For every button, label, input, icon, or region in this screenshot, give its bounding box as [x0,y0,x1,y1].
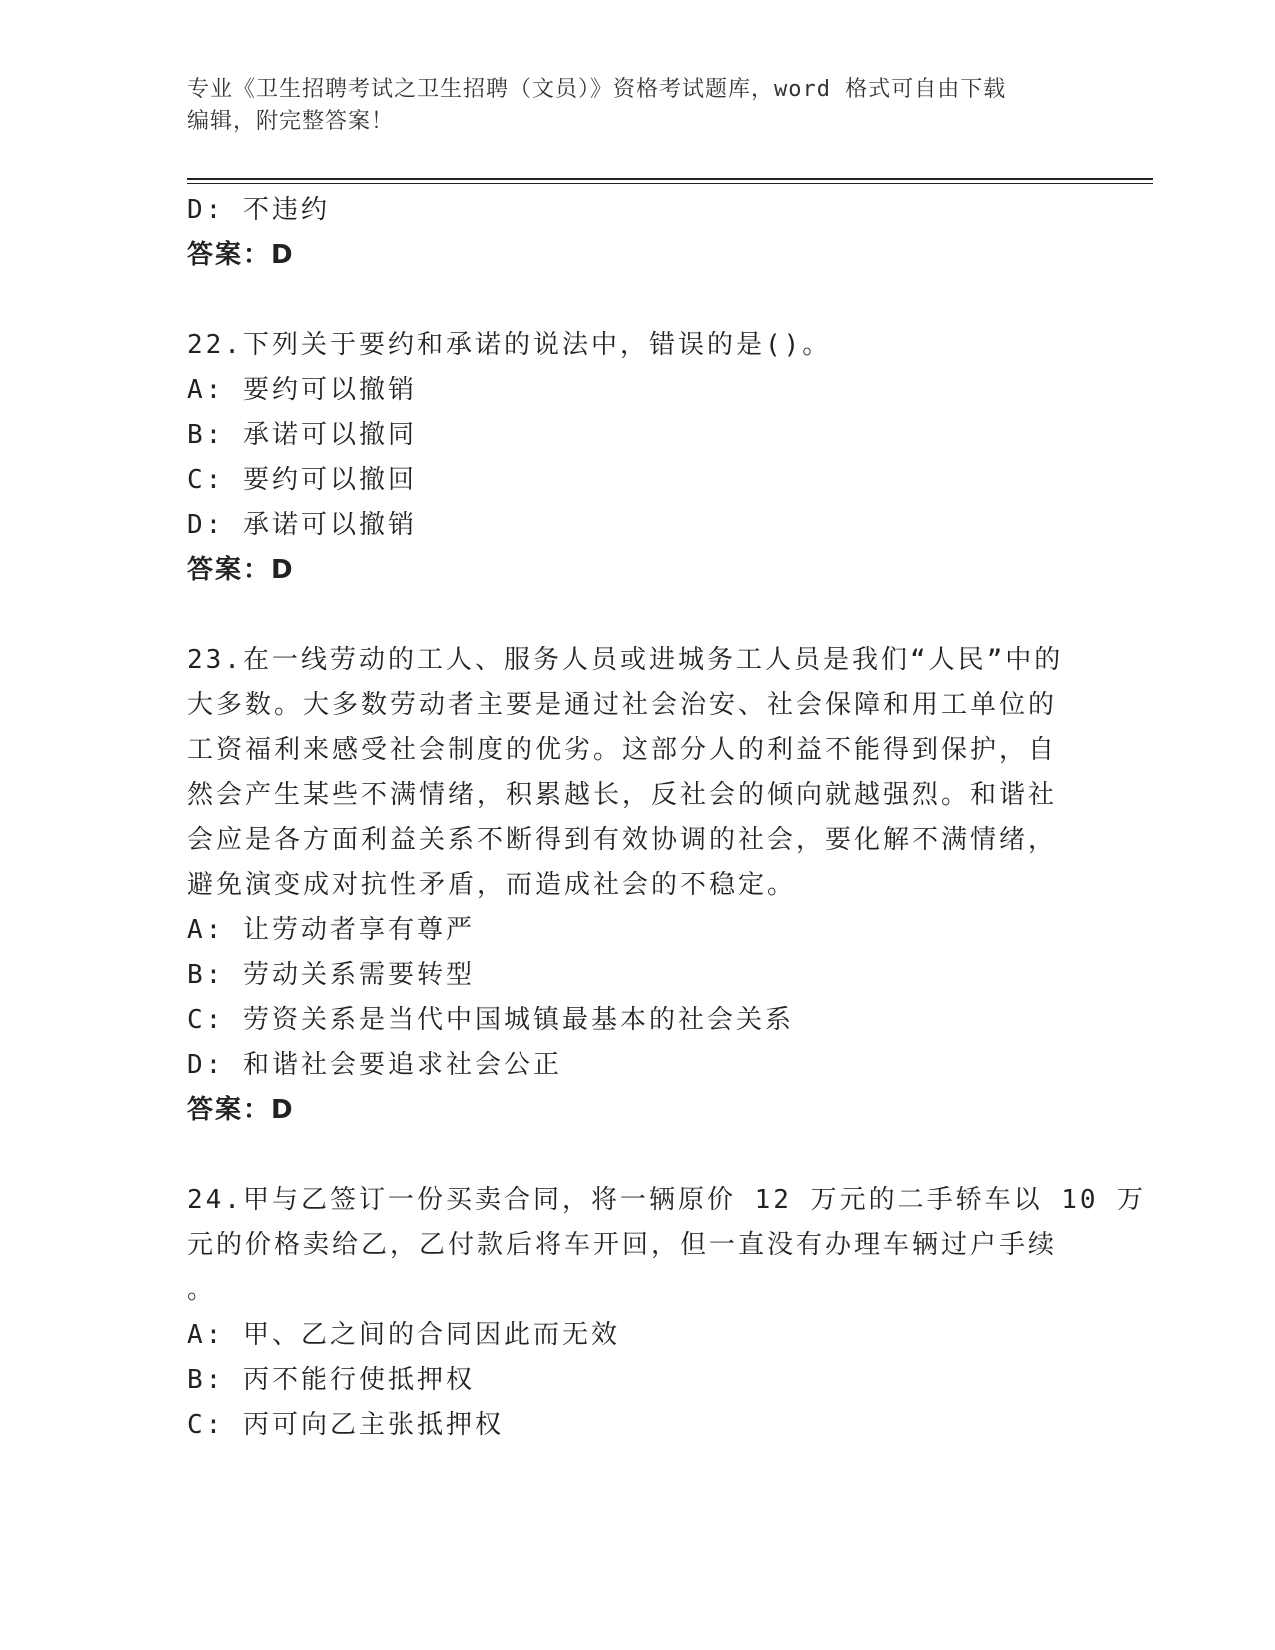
spacer [187,593,1087,638]
header-line-2: 编辑，附完整答案！ [187,109,395,134]
answer: 答案：D [187,555,295,585]
question-stem-line: 元的价格卖给乙，乙付款后将车开回，但一直没有办理车辆过户手续 [187,1230,1058,1260]
option-b: B: 丙不能行使抵押权 [187,1365,475,1395]
option-d: D: 和谐社会要追求社会公正 [187,1050,562,1080]
question-stem-line: 避免演变成对抗性矛盾，而造成社会的不稳定。 [187,870,797,900]
question-stem-line: 然会产生某些不满情绪，积累越长，反社会的倾向就越强烈。和谐社 [187,780,1058,810]
spacer [187,1133,1087,1178]
carryover-answer: 答案：D [187,240,295,270]
question-stem-line: 。 [187,1275,217,1305]
option-a: A: 要约可以撤销 [187,375,417,405]
carryover-option-d: D: 不违约 [187,195,330,225]
option-c: C: 丙可向乙主张抵押权 [187,1410,504,1440]
spacer [187,278,1087,323]
option-b: B: 承诺可以撤同 [187,420,417,450]
question-stem-line: 会应是各方面利益关系不断得到有效协调的社会，要化解不满情绪， [187,825,1058,855]
question-content [187,188,1147,1448]
question-stem-line: 工资福利来感受社会制度的优劣。这部分人的利益不能得到保护，自 [187,735,1058,765]
option-d: D: 承诺可以撤销 [187,510,417,540]
question-24 [187,1178,1147,1448]
option-c: C: 要约可以撤回 [187,465,417,495]
header-rule-thick [187,178,1153,180]
option-a: A: 甲、乙之间的合同因此而无效 [187,1320,620,1350]
option-a: A: 让劳动者享有尊严 [187,915,475,945]
question-stem-line: 大多数。大多数劳动者主要是通过社会治安、社会保障和用工单位的 [187,690,1058,720]
header-line-1: 专业《卫生招聘考试之卫生招聘（文员）》资格考试题库，word 格式可自由下载 [187,77,1007,102]
answer: 答案：D [187,1095,295,1125]
option-c: C: 劳资关系是当代中国城镇最基本的社会关系 [187,1005,794,1035]
page-header [187,74,1067,138]
question-stem-line: 23.在一线劳动的工人、服务人员或进城务工人员是我们“人民”中的 [187,645,1064,675]
question-stem-line: 22.下列关于要约和承诺的说法中，错误的是()。 [187,330,832,360]
question-23 [187,638,1087,1133]
question-stem-line: 24.甲与乙签订一份买卖合同，将一辆原价 12 万元的二手轿车以 10 万 [187,1185,1147,1215]
option-b: B: 劳动关系需要转型 [187,960,475,990]
header-rule-thin [187,183,1153,184]
question-22 [187,323,1087,593]
